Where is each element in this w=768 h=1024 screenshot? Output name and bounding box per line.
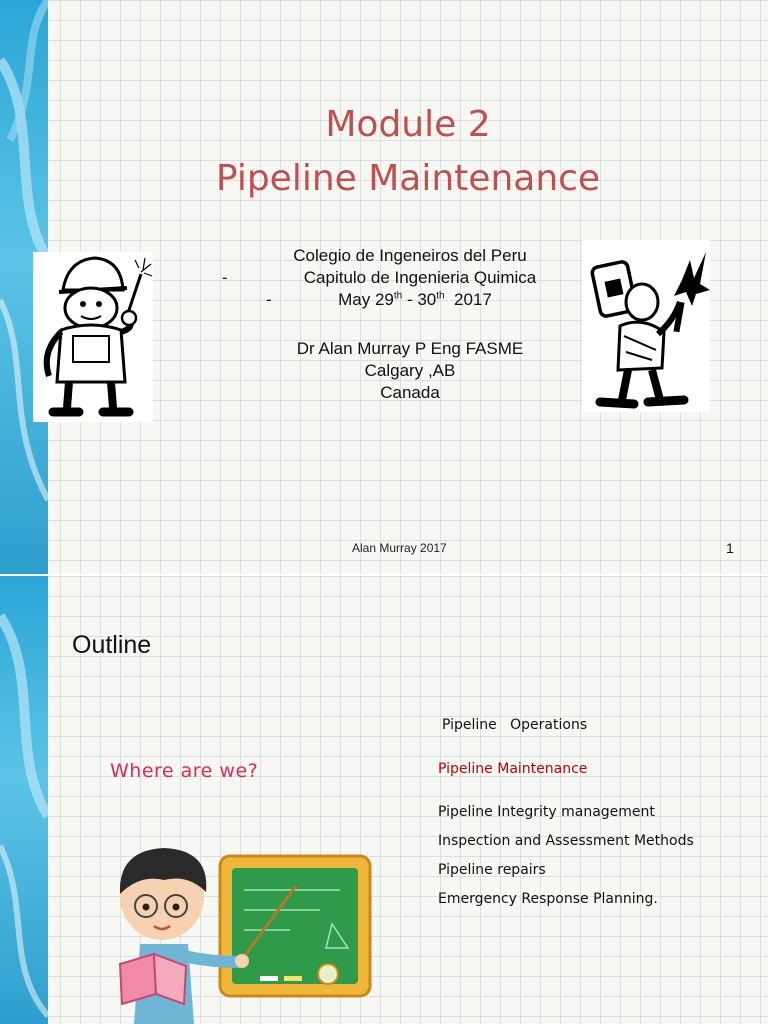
agenda-item-emergency: Emergency Response Planning. — [438, 891, 658, 907]
agenda-item-repairs: Pipeline repairs — [438, 862, 546, 878]
chapter-dash: - — [222, 268, 228, 287]
side-decoration-band — [0, 576, 48, 1024]
presenter-country: Canada — [380, 383, 440, 402]
slide-2 — [0, 576, 768, 1024]
date-end: - 30 — [402, 290, 437, 309]
date-start-suffix: th — [393, 290, 403, 302]
date-year: 2017 — [444, 290, 492, 309]
welder-cartoon-image — [33, 252, 153, 422]
presenter-city: Calgary ,AB — [364, 361, 456, 380]
date-end-suffix: th — [436, 290, 445, 302]
organization-name: Colegio de Ingeneiros del Peru — [293, 246, 527, 265]
page-number: 1 — [726, 540, 734, 556]
welder-with-mask-cartoon-image — [582, 240, 710, 412]
slide-footer: Alan Murray 2017 — [352, 541, 447, 555]
slide-title-line2: Pipeline Maintenance — [215, 158, 601, 199]
where-are-we-label: Where are we? — [110, 760, 259, 782]
date-start: May 29 — [338, 290, 394, 309]
chapter-name: Capitulo de Ingenieria Quimica — [303, 268, 537, 287]
agenda-item-maintenance: Pipeline Maintenance — [438, 761, 588, 777]
outline-title: Outline — [72, 631, 152, 659]
slide-title-line1: Module 2 — [325, 104, 491, 145]
agenda-item-operations: Pipeline Operations — [442, 717, 588, 733]
date-dash: - — [266, 290, 272, 309]
teacher-at-chalkboard-cartoon-image — [110, 844, 375, 1024]
presenter-name: Dr Alan Murray P Eng FASME — [296, 339, 524, 358]
agenda-item-inspection: Inspection and Assessment Methods — [438, 833, 694, 849]
agenda-item-integrity: Pipeline Integrity management — [438, 804, 655, 820]
